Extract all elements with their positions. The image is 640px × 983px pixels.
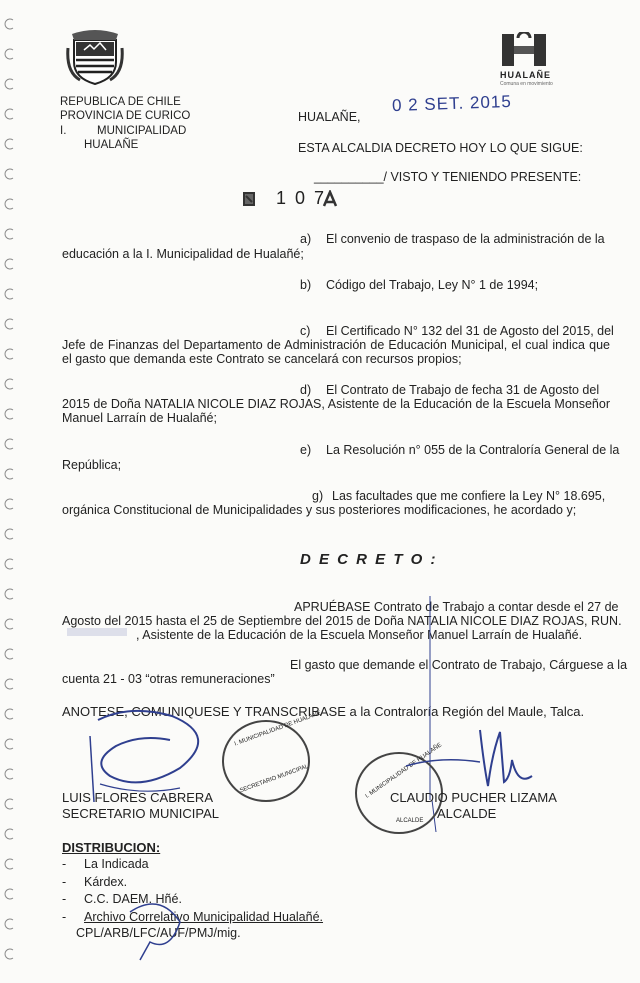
distribution-title: DISTRIBUCION:	[62, 840, 161, 855]
item-e-key: e)	[300, 443, 312, 457]
item-e-first: La Resolución n° 055 de la Contraloría General de la	[326, 443, 620, 457]
expense-first: El gasto que demande el Contrato de Trabajo, Cárguese a la	[290, 658, 628, 672]
item-d-rest: 2015 de Doña NATALIA NICOLE DIAZ ROJAS, Asistente de la Educación de la Escuela Monseñor Manuel Larraín de Hualañé;	[62, 397, 610, 425]
header-country: REPUBLICA DE CHILE	[60, 96, 181, 108]
item-c-key: c)	[300, 324, 311, 338]
item-g-rest: orgánica Constitucional de Municipalidades y sus posteriores modificaciones, he acordado y;	[62, 503, 577, 517]
decreto-title: D E C R E T O :	[300, 551, 438, 568]
signatory-right-title: ALCALDE	[437, 806, 497, 821]
item-g-key: g)	[312, 489, 324, 503]
distribution-item: C.C. DAEM. Hñé.	[84, 892, 182, 906]
item-b-first: Código del Trabajo, Ley N° 1 de 1994;	[326, 278, 539, 292]
place-label: HUALAÑE,	[298, 110, 361, 124]
header-province: PROVINCIA DE CURICO	[60, 110, 191, 122]
distribution-item: Kárdex.	[84, 875, 128, 889]
stamp-right-bottom: ALCALDE	[396, 818, 424, 824]
date-stamp: 0 2 SET. 2015	[391, 91, 513, 116]
distribution-initials: CPL/ARB/LFC/AUF/PMJ/mig.	[76, 926, 241, 940]
item-a-rest: educación a la I. Municipalidad de Hualañé;	[62, 247, 304, 261]
signature-right-icon	[400, 726, 550, 796]
distribution-bullet-1: -	[62, 857, 67, 871]
logo-tagline: Comuna en movimiento	[500, 81, 553, 87]
visto-line: __________/ VISTO Y TENIENDO PRESENTE:	[314, 170, 582, 184]
decree-number: 1 0 7	[276, 188, 327, 208]
item-c-first: El Certificado N° 132 del 31 de Agosto del 2015, del	[326, 324, 614, 338]
item-d-first: El Contrato de Trabajo de fecha 31 de Agosto del	[326, 383, 600, 397]
signatory-right-name: CLAUDIO PUCHER LIZAMA	[390, 790, 557, 805]
distribution-bullet-4: -	[62, 910, 67, 924]
distribution-item: La Indicada	[84, 857, 149, 871]
signatory-left-name: LUIS FLORES CABRERA	[62, 790, 213, 805]
distribution-item: Archivo Correlativo Municipalidad Hualañé.	[84, 910, 324, 924]
anotese-line: ANOTESE, COMUNIQUESE Y TRANSCRIBASE a la Contraloría Región del Maule, Talca.	[62, 704, 585, 719]
item-g-first: Las facultades que me confiere la Ley N° 18.695,	[332, 489, 606, 503]
stamp-left-bottom: SECRETARIO MUNICIPAL	[239, 763, 310, 795]
expense-rest: cuenta 21 - 03 “otras remuneraciones”	[62, 672, 275, 686]
resolution-line3: , Asistente de la Educación de la Escuela Monseñor Manuel Larraín de Hualañé.	[136, 628, 583, 642]
distribution-bullet-2: -	[62, 875, 67, 889]
header-city: HUALAÑE	[84, 139, 139, 151]
initials-scribble-icon	[110, 872, 200, 962]
resolution-first: APRUÉBASE Contrato de Trabajo a contar desde el 27 de	[294, 600, 619, 614]
item-a-key: a)	[300, 232, 312, 246]
header-muni: MUNICIPALIDAD	[97, 125, 187, 137]
intro-line: ESTA ALCALDIA DECRETO HOY LO QUE SIGUE:	[298, 141, 583, 155]
header-muni-prefix: I.	[60, 125, 67, 137]
item-b-key: b)	[300, 278, 312, 292]
item-c-rest: Jefe de Finanzas del Departamento de Administración de Educación Municipal, el cual indica que el gasto que demanda este Contrato se cancelará con recursos propios;	[62, 338, 610, 366]
logo-name: HUALAÑE	[500, 70, 551, 80]
item-a-first: El convenio de traspaso de la administración de la	[326, 232, 605, 246]
signatory-left-title: SECRETARIO MUNICIPAL	[62, 806, 219, 821]
stamp-left-top: I. MUNICIPALIDAD DE HUALAÑE	[233, 710, 322, 748]
resolution-line2: Agosto del 2015 hasta el 25 de Septiembre del 2015 de Doña NATALIA NICOLE DIAZ ROJAS, RUN.	[62, 614, 622, 628]
stamp-right-top: I. MUNICIPALIDAD DE HUALAÑE	[364, 742, 444, 800]
item-d-key: d)	[300, 383, 312, 397]
item-e-rest: República;	[62, 458, 122, 472]
distribution-bullet-3: -	[62, 892, 67, 906]
